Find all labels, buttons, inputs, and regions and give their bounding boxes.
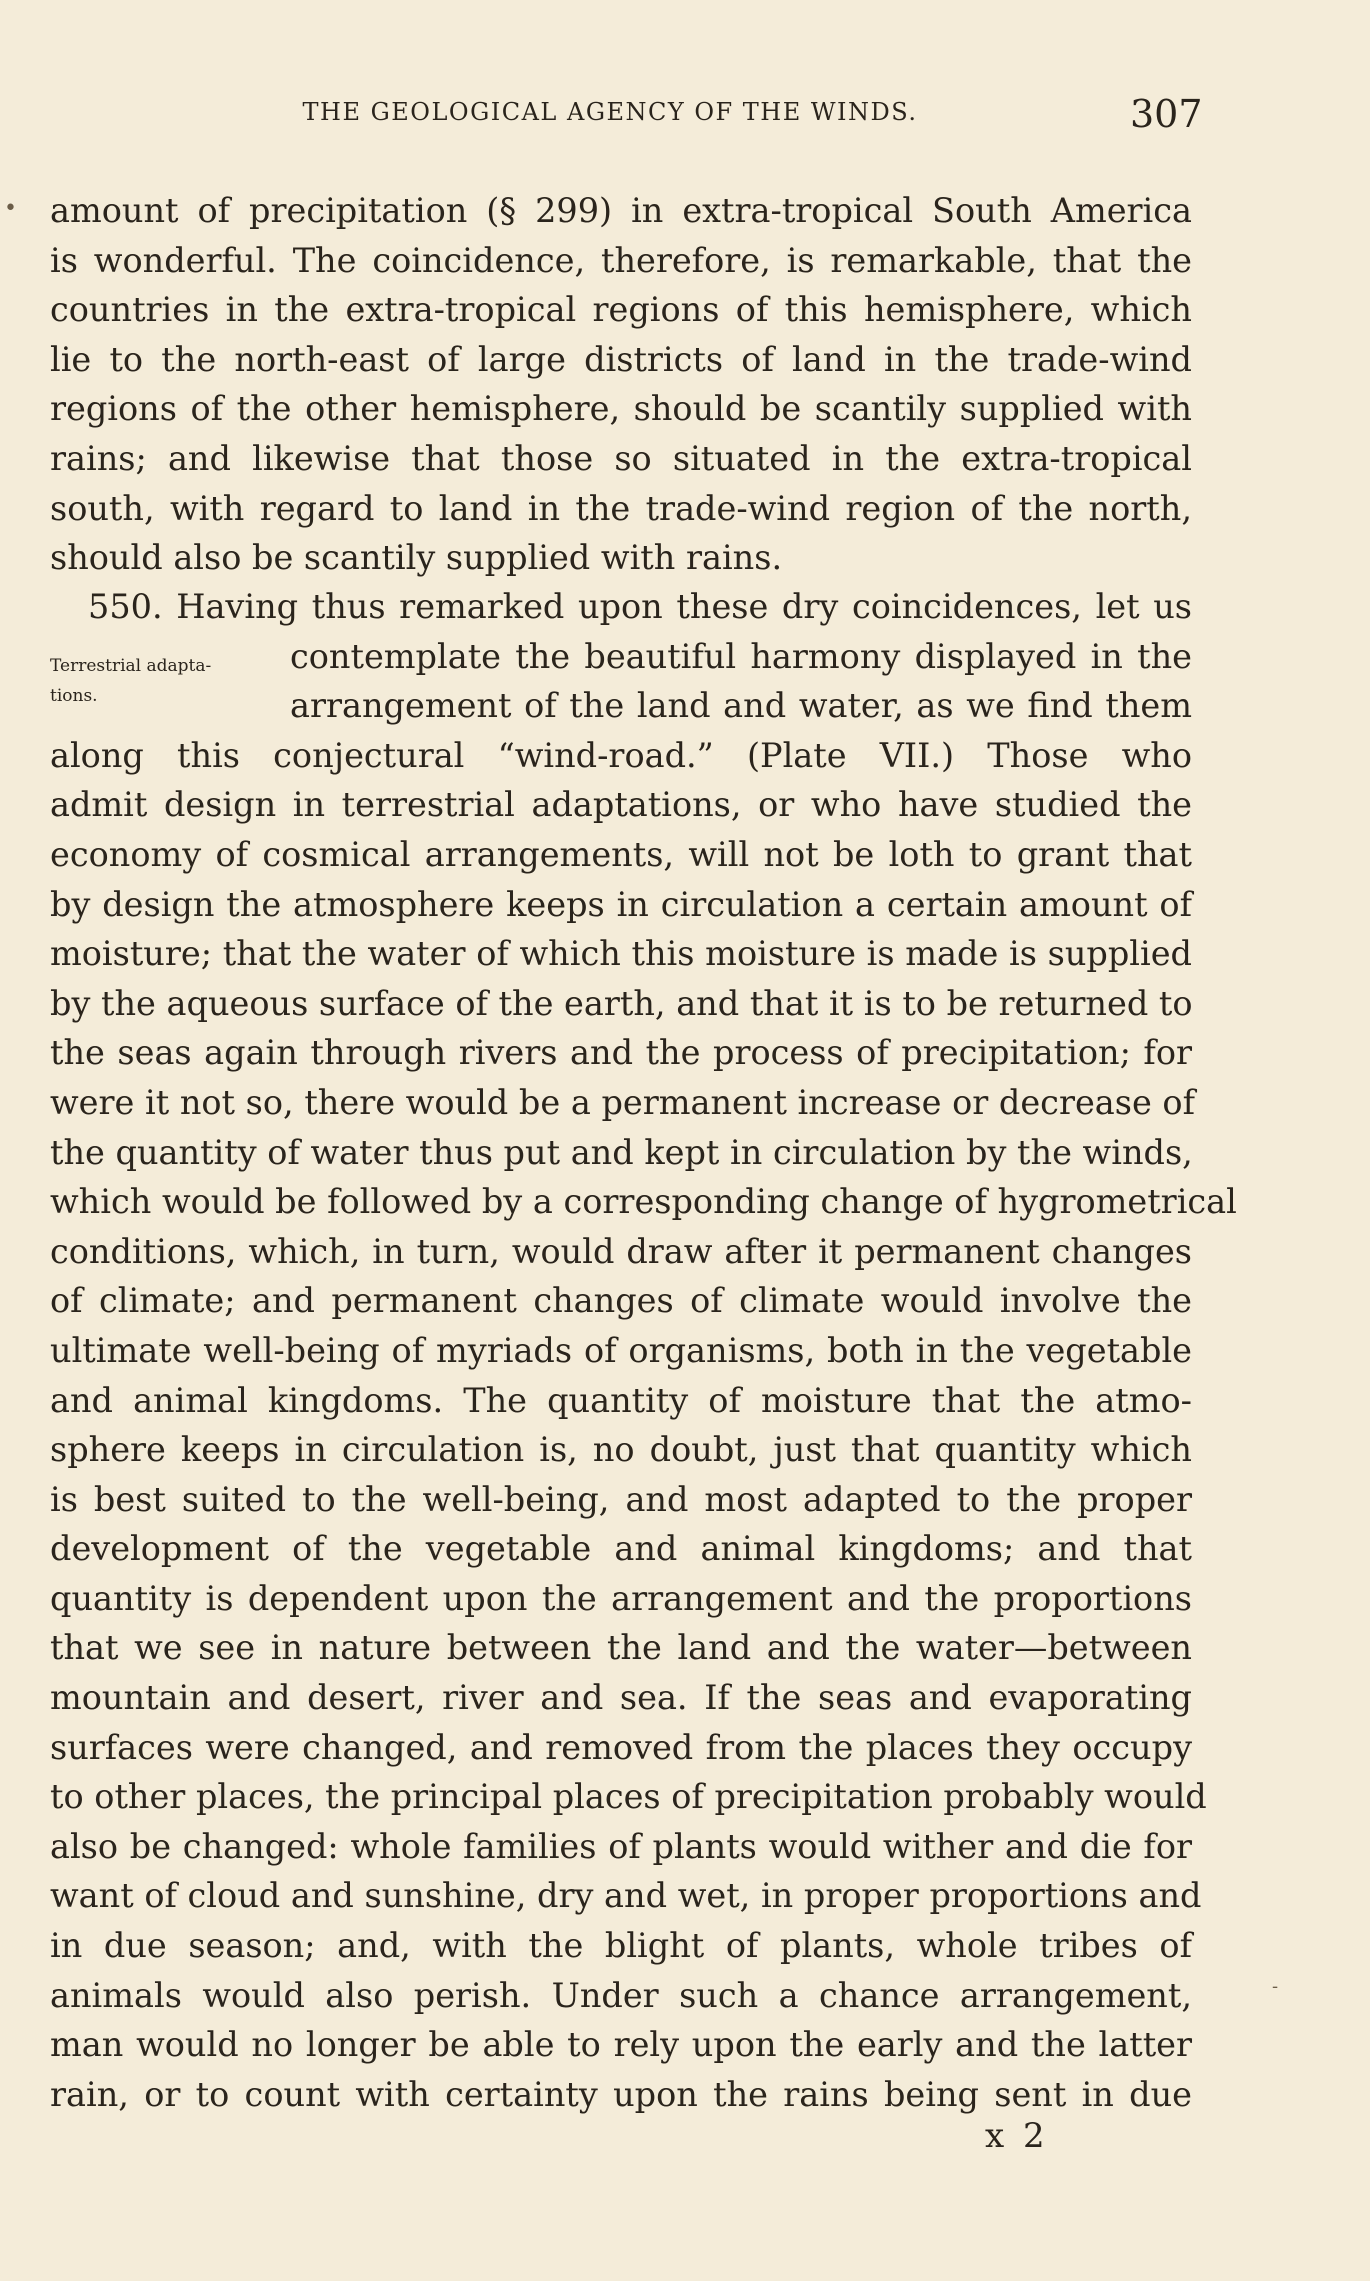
paragraph-opening-line: 550. Having thus remarked upon these dry coincidences, let us	[88, 587, 1192, 626]
text-line: is best suited to the well-being, and most adapted to the proper	[50, 1479, 1192, 1519]
text-line: moisture; that the water of which this moisture is made is supplied	[50, 934, 1192, 974]
text-line: mountain and desert, river and sea. If the seas and evaporating	[50, 1678, 1192, 1718]
page-number: 307	[1130, 92, 1203, 136]
text-line: rains; and likewise that those so situated in the extra-tropical	[50, 438, 1192, 478]
text-line: were it not so, there would be a permanent increase or decrease of	[50, 1082, 1195, 1122]
paragraph-continued	[50, 186, 1192, 583]
text-line: regions of the other hemisphere, should be scantily supplied with	[50, 389, 1192, 429]
text-line: economy of cosmical arrangements, will not be loth to grant that	[50, 834, 1192, 874]
text-line: should also be scantily supplied with rains.	[50, 538, 783, 578]
text-line: and animal kingdoms. The quantity of moisture that the atmo-	[50, 1380, 1192, 1420]
text-line: sphere keeps in circulation is, no doubt, just that quantity which	[50, 1430, 1192, 1470]
paragraph-550	[50, 582, 1237, 2119]
text-line: surfaces were changed, and removed from the places they occupy	[50, 1727, 1192, 1767]
text-line: by design the atmosphere keeps in circulation a certain amount of	[50, 884, 1192, 924]
text-line: development of the vegetable and animal kingdoms; and that	[50, 1529, 1192, 1569]
text-line: by the aqueous surface of the earth, and that it is to be returned to	[50, 983, 1193, 1023]
text-line: contemplate the beautiful harmony displayed in the	[290, 636, 1192, 676]
text-line: the seas again through rivers and the process of precipitation; for	[50, 1033, 1192, 1073]
side-note: Terrestrial adapta-	[50, 656, 212, 676]
text-line: countries in the extra-tropical regions of this hemisphere, which	[50, 290, 1192, 330]
text-line: conditions, which, in turn, would draw after it permanent changes	[50, 1231, 1192, 1271]
text-line: ultimate well-being of myriads of organisms, both in the vegetable	[50, 1330, 1192, 1370]
signature-mark: x 2	[985, 2116, 1049, 2156]
text-line: in due season; and, with the blight of plants, whole tribes of	[50, 1926, 1192, 1966]
text-line: to other places, the principal places of precipitation probably would	[50, 1777, 1207, 1817]
text-line: the quantity of water thus put and kept in circulation by the winds,	[50, 1132, 1193, 1172]
text-line: rain, or to count with certainty upon the rains being sent in due	[50, 2074, 1192, 2114]
side-note: tions.	[50, 686, 98, 706]
text-line: man would no longer be able to rely upon the early and the latter	[50, 2025, 1192, 2065]
text-line: of climate; and permanent changes of climate would involve the	[50, 1281, 1192, 1321]
text-line: south, with regard to land in the trade-wind region of the north,	[50, 488, 1192, 528]
text-line: amount of precipitation (§ 299) in extra-tropical South America	[50, 191, 1192, 230]
text-line: that we see in nature between the land and the water—between	[50, 1628, 1192, 1668]
text-line: admit design in terrestrial adaptations, or who have studied the	[50, 785, 1192, 825]
text-line: quantity is dependent upon the arrangement and the proportions	[50, 1578, 1192, 1618]
margin-dot: •	[4, 196, 17, 221]
margin-dot: -	[1272, 1976, 1279, 1997]
text-line: arrangement of the land and water, as we find them	[290, 686, 1192, 726]
running-title: THE GEOLOGICAL AGENCY OF THE WINDS.	[302, 98, 918, 126]
text-line: along this conjectural “wind-road.” (Plate VII.) Those who	[50, 735, 1192, 775]
text-line: lie to the north-east of large districts of land in the trade-wind	[50, 339, 1192, 379]
text-line: want of cloud and sunshine, dry and wet, in proper proportions and	[50, 1876, 1202, 1916]
text-line: is wonderful. The coincidence, therefore, is remarkable, that the	[50, 240, 1192, 280]
text-line: animals would also perish. Under such a chance arrangement,	[50, 1975, 1192, 2015]
text-line: which would be followed by a corresponding change of hygrometrical	[50, 1182, 1237, 1222]
text-line: also be changed: whole families of plants would wither and die for	[50, 1826, 1192, 1866]
